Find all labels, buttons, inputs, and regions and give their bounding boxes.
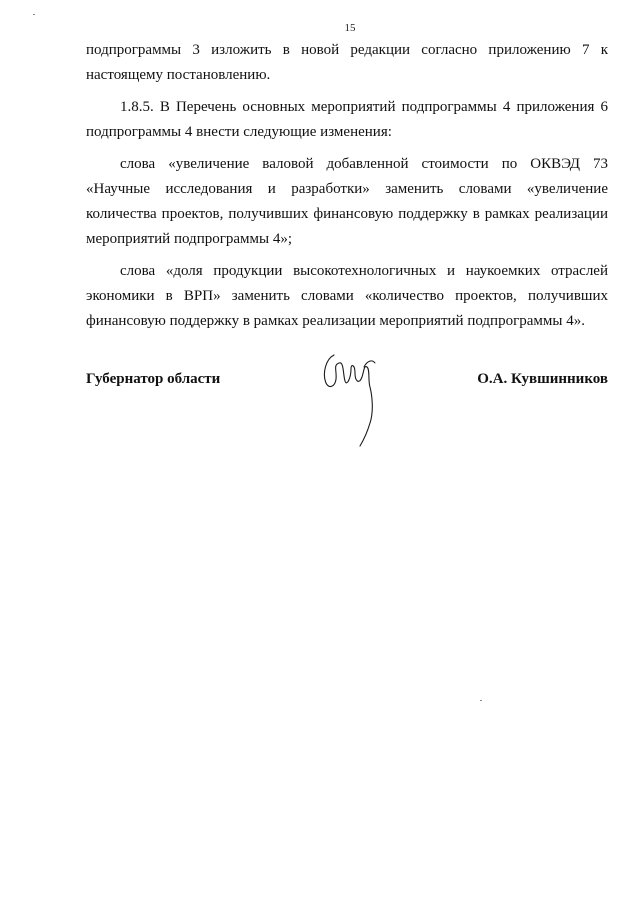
paragraph-replacement-1: слова «увеличение валовой добавленной стоимости по ОКВЭД 73 «Научные исследования и разработки» заменить словами «увеличение количества проектов, получивших финансовую поддержку в рамках реализации мероприятий подпрограммы 4»; [86,156,608,247]
paragraph-replacement-2: слова «доля продукции высокотехнологичных и наукоемких отраслей экономики в ВРП» заменить словами «количество проектов, получивших финансовую поддержку в рамках реализации мероприятий подпрограммы 4». [86,263,608,329]
document-body [86,38,608,341]
scan-speck [480,700,482,701]
signature-block [86,371,608,461]
page-number: 15 [344,22,356,34]
handwritten-signature [320,351,390,451]
paragraph-continuation: подпрограммы 3 изложить в новой редакции согласно приложению 7 к настоящему постановлению. [86,42,608,83]
scan-speck [33,14,35,15]
signatory-name: О.А. Кувшинников [477,371,608,387]
paragraph-item-1-8-5: 1.8.5. В Перечень основных мероприятий подпрограммы 4 приложения 6 подпрограммы 4 внести следующие изменения: [86,99,608,140]
signatory-title: Губернатор области [86,371,221,387]
